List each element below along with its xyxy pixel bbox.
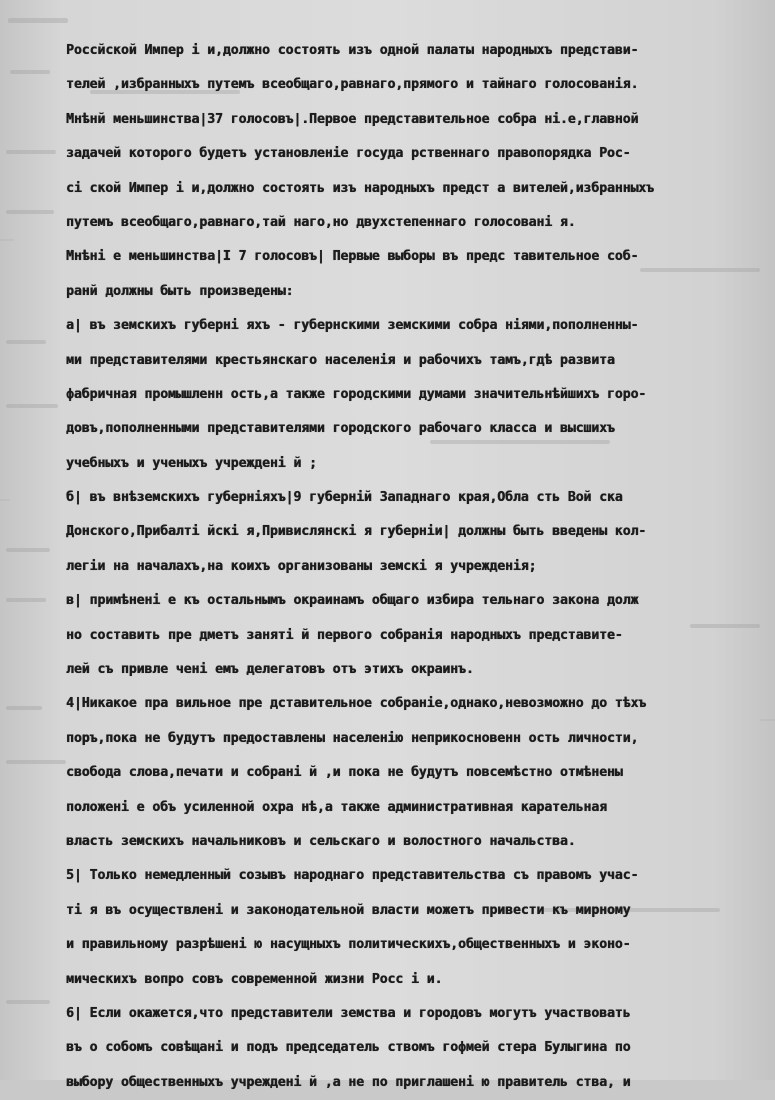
text-line: положені е объ усиленной охра нѣ,а также административная карательная bbox=[66, 799, 607, 815]
text-line: ті я въ осуществлені и законодательной власти можетъ привести къ мирному bbox=[66, 902, 631, 918]
text-line: ранй должны быть произведены: bbox=[66, 283, 294, 299]
text-line: выбору общественныхъ учреждені й ,а не по приглашені ю правитель ства, и bbox=[66, 1074, 631, 1090]
text-line: путемъ всеобщаго,равнаго,тай наго,но двухстепеннаго голосовані я. bbox=[66, 214, 576, 230]
text-line: телей ,избранныхъ путемъ всеобщаго,равнаго,прямого и тайнаго голосованія. bbox=[66, 77, 639, 93]
text-line: в| примѣнені е къ остальнымъ окраинамъ общаго избира тельнаго закона долж bbox=[66, 593, 639, 609]
text-line: задачей которого будетъ установленіе госуда рственнаго правопорядка Рос- bbox=[66, 146, 631, 162]
text-line: 4|Никакое пра вильное пре дставительное собраніе,однако,невозможно до тѣхъ bbox=[66, 696, 647, 712]
text-line: и правильному разрѣшені ю насущныхъ политическихъ,общественныхъ и эконо- bbox=[66, 937, 631, 953]
text-line: поръ,пока не будутъ предоставлены населенію неприкосновенн ость личности, bbox=[66, 730, 639, 746]
text-line: Мнѣні е меньшинства|І 7 голосовъ| Первые выборы въ предс тавительное соб- bbox=[66, 249, 639, 265]
text-line: а| въ земскихъ губерні яхъ - губернскими земскими собра ніями,пополненны- bbox=[66, 318, 639, 334]
text-line: учебныхъ и ученыхъ учреждені й ; bbox=[66, 455, 317, 471]
text-line: Мнѣнй меньшинства|37 голосовъ|.Первое представительное собра ні.е,главной bbox=[66, 111, 639, 127]
text-line: свобода слова,печати и собрані й ,и пока не будутъ повсемѣстно отмѣнены bbox=[66, 765, 623, 781]
text-line: б| въ внѣземскихъ губерніяхъ|9 губерній Западнаго края,Обла сть Вой ска bbox=[66, 490, 623, 506]
text-line: легіи на началахъ,на коихъ организованы земскі я учрежденія; bbox=[66, 558, 537, 574]
text-line: довъ,пополненными представителями городского рабочаго класса и высшихъ bbox=[66, 421, 615, 437]
typed-text-body bbox=[66, 34, 766, 1100]
text-line: 6| Если окажется,что представители земства и городовъ могутъ участвовать bbox=[66, 1005, 631, 1021]
text-line: въ о собомъ совѣщані и подъ председатель ствомъ гофмей стера Булыгина по bbox=[66, 1040, 631, 1056]
text-line: Донского,Прибалті йскі я,Привислянскі я губерніи| должны быть введены кол- bbox=[66, 524, 647, 540]
text-line: власть земскихъ начальниковъ и сельскаго и волостного начальства. bbox=[66, 833, 576, 849]
text-line: лей съ привле чені емъ делегатовъ отъ этихъ окраинъ. bbox=[66, 662, 474, 678]
text-line: мическихъ вопро совъ современной жизни Росс і и. bbox=[66, 971, 443, 987]
text-line: 5| Только немедленный созывъ народнаго представительства съ правомъ учас- bbox=[66, 868, 639, 884]
text-line: ми представителями крестьянскаго населенія и рабочихъ тамъ,гдѣ развита bbox=[66, 352, 615, 368]
text-line: сі ской Импер і и,должно состоять изъ народныхъ предст а вителей,избранныхъ bbox=[66, 180, 654, 196]
text-line: фабричная промышленн ость,а также городскими думами значительнѣйшихъ горо- bbox=[66, 386, 647, 402]
text-line: Россйской Импер і и,должно состоять изъ одной палаты народныхъ представи- bbox=[66, 43, 639, 58]
text-line: но составить пре дметъ заняті й первого собранія народныхъ представите- bbox=[66, 627, 623, 643]
